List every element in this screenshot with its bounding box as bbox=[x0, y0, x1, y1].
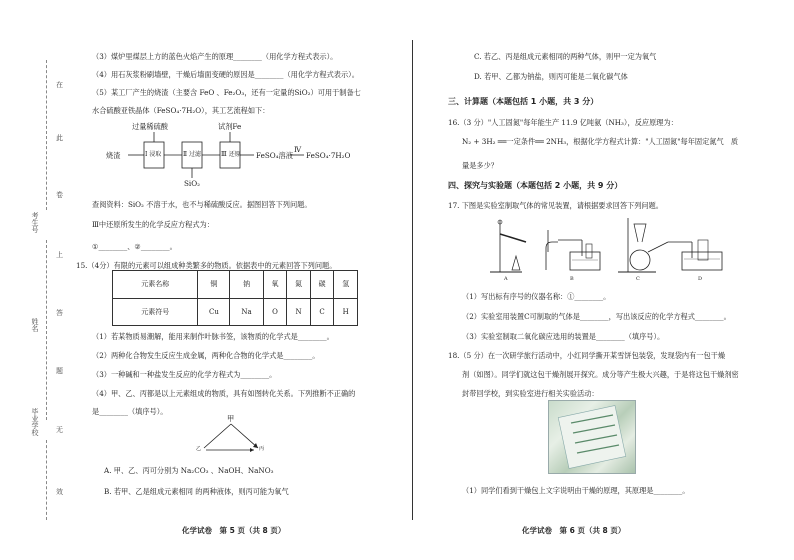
conversion-triangle bbox=[196, 414, 266, 454]
seal-char: 答 bbox=[56, 309, 63, 317]
flow-arrow-label: Ⅳ bbox=[294, 145, 302, 154]
flow-raw-material: 烧渣 bbox=[106, 151, 121, 160]
question-17-2: （2）实验室用装置C可制取的气体是________，写出该反应的化学方程式________。 bbox=[462, 312, 731, 321]
binding-line bbox=[46, 240, 47, 420]
flow-product-crystal: FeSO₄·7H₂O bbox=[306, 151, 351, 160]
table-cell: 氮 bbox=[287, 271, 311, 299]
table-cell: 氢 bbox=[334, 271, 358, 299]
desiccant-photo bbox=[548, 400, 636, 474]
binding-line bbox=[46, 440, 47, 520]
table-cell: H bbox=[334, 298, 358, 326]
question-17-1: （1）写出标有序号的仪器名称：①________。 bbox=[462, 292, 611, 301]
question-16-line2: N₂ + 3H₂ ══一定条件══ 2NH₃，根据化学方程式计算："人工固氮"每年固定氮气 质 bbox=[462, 137, 739, 146]
question-14-4: （4）用石灰浆粉刷墙壁，干燥后墙面变硬的原因是________（用化学方程式表示）。 bbox=[92, 70, 359, 79]
right-page-footer: 化学试卷 第 6 页（共 8 页） bbox=[522, 526, 626, 535]
option-d: D. 若甲、乙都为钠盐，则丙可能是二氧化碳气体 bbox=[474, 72, 628, 81]
table-row bbox=[113, 271, 358, 299]
question-18-1: （1）同学们看到干燥包上文字说明由干燥的原理，其原理是________。 bbox=[462, 486, 690, 495]
section-3-heading: 三、计算题（本题包括 1 小题，共 3 分） bbox=[448, 97, 599, 106]
option-b: B. 若甲、乙是组成元素相同 的两种液体，则丙可能为氧气 bbox=[104, 487, 289, 496]
info-text: 查阅资料：SiO₂ 不溶于水，也不与稀硫酸反应。据图回答下列问题。 bbox=[92, 200, 312, 209]
seal-char: 上 bbox=[56, 251, 63, 259]
apparatus-label-d: D bbox=[698, 276, 703, 282]
name-label: 姓名 bbox=[31, 318, 39, 332]
section-4-heading: 四、探究与实验题（本题包括 2 小题，共 9 分） bbox=[448, 181, 623, 190]
question-17-3: （3）实验室制取二氧化碳应选用的装置是________（填序号）。 bbox=[462, 332, 665, 341]
desiccant-packet bbox=[549, 401, 635, 473]
element-table bbox=[112, 270, 358, 326]
table-cell: 元素名称 bbox=[113, 271, 198, 299]
flow-residue: SiO₂ bbox=[184, 179, 200, 188]
apparatus-drawing bbox=[486, 212, 746, 284]
seal-char: 题 bbox=[56, 367, 63, 375]
table-cell: 碳 bbox=[310, 271, 334, 299]
flow-reagent-acid: 过量稀硫酸 bbox=[132, 122, 168, 131]
question-16-line3: 量是多少？ bbox=[462, 161, 498, 170]
seal-char: 在 bbox=[56, 81, 63, 89]
apparatus-label-b: B bbox=[570, 276, 574, 282]
question-15-4-line1: （4）甲、乙、丙都是以上元素组成的物质，具有如图转化关系。下列推断不正确的 bbox=[92, 389, 356, 398]
flow-reagent-fe: 试剂Fe bbox=[218, 122, 242, 131]
left-page-footer: 化学试卷 第 5 页（共 8 页） bbox=[182, 526, 286, 535]
table-cell: O bbox=[263, 298, 287, 326]
question-18-line3: 封带回学校，到实验室进行相关实验活动： bbox=[462, 389, 599, 398]
question-14-3: （3）煤炉里煤层上方的蓝色火焰产生的原理________（用化学方程式表示）。 bbox=[92, 52, 338, 61]
flow-step-1: Ⅰ 浸取 bbox=[145, 151, 162, 158]
question-15-4-line2: 是________（填序号）。 bbox=[92, 407, 168, 416]
exam-number-label: 考生号 bbox=[31, 212, 39, 233]
seal-char: 效 bbox=[56, 488, 63, 496]
seal-char: 此 bbox=[56, 134, 63, 142]
question-17: 17. 下图是实验室制取气体的常见装置，请根据要求回答下列问题。 bbox=[448, 201, 663, 210]
seal-char: 卷 bbox=[56, 191, 63, 199]
school-label: 毕业学校 bbox=[31, 408, 39, 436]
question-15: 15.（4分）有限的元素可以组成种类繁多的物质。依据表中的元素回答下列问题。 bbox=[76, 261, 337, 270]
page-divider bbox=[412, 40, 413, 520]
table-cell: 元素符号 bbox=[113, 298, 198, 326]
question-15-1: （1）若某物质易潮解，能用来制作叶脉书签，该物质的化学式是________。 bbox=[92, 332, 334, 341]
table-cell: 氧 bbox=[263, 271, 287, 299]
option-a: A. 甲、乙、丙可分别为 Na₂CO₃ 、NaOH、NaNO₃ bbox=[104, 466, 274, 475]
table-row bbox=[113, 298, 358, 326]
table-cell: 铜 bbox=[198, 271, 230, 299]
question-14-5-line1: （5）某工厂产生的烧渣（主要含 FeO 、Fe₂O₃，还有一定量的SiO₂）可用于制备七 bbox=[92, 88, 361, 97]
triangle-top-label: 甲 bbox=[227, 414, 235, 423]
question-18-line2: 剂（如图）。同学们就这包干燥剂展开探究。成分等产生极大兴趣，于是将这包干燥剂密 bbox=[462, 370, 739, 379]
triangle-right-label: 丙 bbox=[259, 446, 265, 452]
table-cell: N bbox=[287, 298, 311, 326]
apparatus-label-c: C bbox=[636, 276, 640, 282]
apparatus-label-a: A bbox=[504, 276, 508, 282]
table-cell: C bbox=[310, 298, 334, 326]
table-cell: 钠 bbox=[230, 271, 263, 299]
table-cell: Na bbox=[230, 298, 263, 326]
question-16-line1: 16.（3 分）"人工固氮"每年能生产 11.9 亿吨氨（NH₃），反应原理为： bbox=[448, 118, 678, 127]
triangle-left-label: 乙 bbox=[196, 446, 202, 452]
question-15-3: （3）一种碱和一种盐发生反应的化学方程式为________。 bbox=[92, 370, 277, 379]
option-c: C. 若乙、丙是组成元素相同的两种气体，则甲一定为氧气 bbox=[474, 52, 657, 61]
flow-step-3: Ⅲ 还原 bbox=[221, 151, 241, 158]
question-15-2: （2）两种化合物发生反应生成金属，两种化合物的化学式是________。 bbox=[92, 351, 320, 360]
binding-line bbox=[46, 60, 47, 210]
reaction-ask: Ⅲ中还原所发生的化学反应方程式为： bbox=[92, 220, 214, 229]
seal-char: 无 bbox=[56, 426, 63, 434]
question-18-line1: 18.（5 分）在一次研学旅行活动中，小红同学撕开某雪饼包装袋，发现袋内有一包干燥 bbox=[448, 351, 726, 360]
flow-product-solution: FeSO₄溶液 bbox=[256, 151, 293, 160]
process-flow-diagram bbox=[106, 120, 396, 190]
apparatus-figure bbox=[486, 212, 746, 284]
table-cell: Cu bbox=[198, 298, 230, 326]
question-14-5-line2: 水合硫酸亚铁晶体（FeSO₄·7H₂O），其工艺流程如下： bbox=[92, 106, 270, 115]
answer-blanks: ①________、②________。 bbox=[92, 242, 177, 251]
flow-step-2: Ⅱ 过滤 bbox=[183, 151, 201, 158]
